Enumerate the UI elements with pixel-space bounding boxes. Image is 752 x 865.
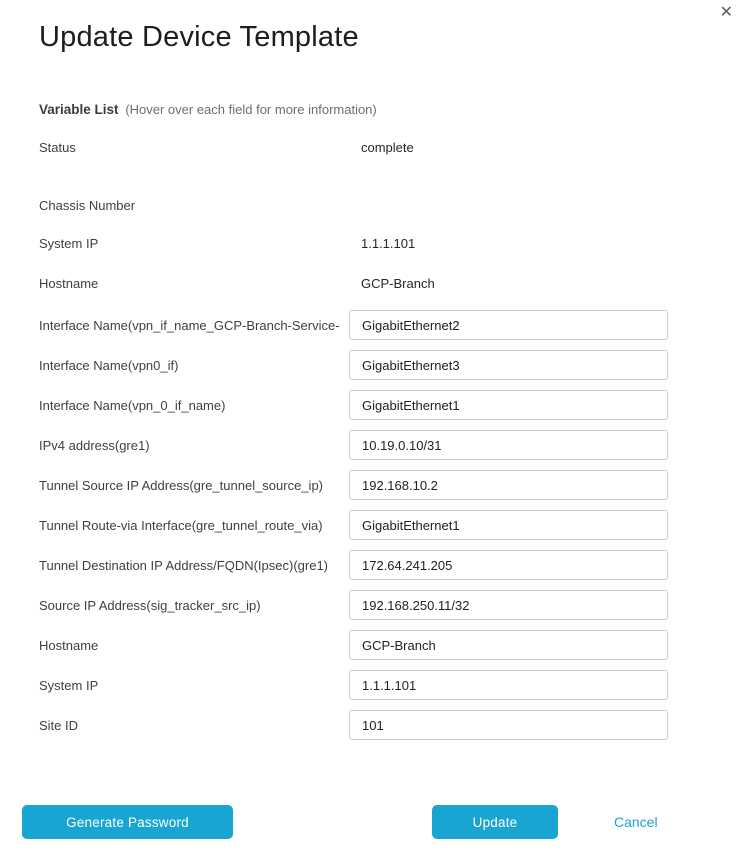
- variable-value: [349, 510, 668, 540]
- row-interface-name-vpn0-if: [0, 350, 752, 380]
- hostname-input[interactable]: [349, 630, 668, 660]
- site-id-input[interactable]: [349, 710, 668, 740]
- variable-label: IPv4 address(gre1): [39, 437, 150, 453]
- variable-value: [349, 550, 668, 580]
- variable-value: [349, 390, 668, 420]
- variable-label: Hostname: [39, 637, 99, 653]
- variable-value: [349, 430, 668, 460]
- dialog-title: Update Device Template: [39, 21, 359, 53]
- variable-label: Interface Name(vpn_0_if_name): [39, 397, 226, 413]
- variable-value: [349, 350, 668, 380]
- interface-name-service-input[interactable]: [349, 310, 668, 340]
- variable-value: 1.1.1.101: [361, 235, 416, 251]
- row-ipv4-address-gre1: [0, 430, 752, 460]
- variable-label: Tunnel Destination IP Address/FQDN(Ipsec)(gre1): [39, 557, 329, 573]
- variable-value: [349, 670, 668, 700]
- variable-label: Site ID: [39, 717, 79, 733]
- close-icon[interactable]: ✕: [719, 4, 733, 21]
- variable-label: System IP: [39, 235, 99, 251]
- generate-password-button[interactable]: Generate Password: [22, 805, 233, 839]
- variable-value: complete: [361, 139, 414, 155]
- variable-value: [349, 590, 668, 620]
- row-status: [0, 136, 752, 158]
- variable-rows: [0, 136, 752, 740]
- system-ip-input[interactable]: [349, 670, 668, 700]
- variable-value: [349, 470, 668, 500]
- variable-value: [349, 710, 668, 740]
- ipv4-address-gre1-input[interactable]: [349, 430, 668, 460]
- row-tunnel-source-ip: [0, 470, 752, 500]
- row-tunnel-destination-ip: [0, 550, 752, 580]
- variable-label: Chassis Number: [39, 197, 136, 213]
- variable-list-label: Variable List: [39, 102, 119, 117]
- row-system-ip: [0, 232, 752, 254]
- tunnel-destination-ip-input[interactable]: [349, 550, 668, 580]
- row-tunnel-route-via: [0, 510, 752, 540]
- tunnel-route-via-input[interactable]: [349, 510, 668, 540]
- variable-value: [349, 630, 668, 660]
- row-hostname: [0, 272, 752, 294]
- variable-label: Interface Name(vpn_if_name_GCP-Branch-Service-: [39, 317, 340, 333]
- variable-value: GCP-Branch: [361, 275, 435, 291]
- variable-label: Status: [39, 139, 76, 155]
- variable-input-rows: [0, 310, 752, 740]
- variable-label: System IP: [39, 677, 99, 693]
- variable-label: Tunnel Route-via Interface(gre_tunnel_route_via): [39, 517, 323, 533]
- variable-label: Source IP Address(sig_tracker_src_ip): [39, 597, 261, 613]
- row-site-id: [0, 710, 752, 740]
- tunnel-source-ip-input[interactable]: [349, 470, 668, 500]
- variable-list-hint: (Hover over each field for more information): [125, 102, 377, 117]
- row-hostname-input: [0, 630, 752, 660]
- variable-value: [349, 310, 668, 340]
- source-ip-sig-tracker-input[interactable]: [349, 590, 668, 620]
- row-system-ip-input: [0, 670, 752, 700]
- row-source-ip-sig-tracker: [0, 590, 752, 620]
- update-button[interactable]: Update: [432, 805, 558, 839]
- dialog-footer: [0, 805, 752, 839]
- row-chassis-number: [0, 194, 752, 216]
- row-interface-name-service: [0, 310, 752, 340]
- cancel-button[interactable]: Cancel: [614, 814, 658, 830]
- row-interface-name-vpn-0-if-name: [0, 390, 752, 420]
- variable-label: Interface Name(vpn0_if): [39, 357, 179, 373]
- variable-label: Tunnel Source IP Address(gre_tunnel_source_ip): [39, 477, 324, 493]
- variable-label: Hostname: [39, 275, 99, 291]
- interface-name-vpn-0-if-name-input[interactable]: [349, 390, 668, 420]
- variable-list-section-heading: [39, 102, 752, 118]
- interface-name-vpn0-if-input[interactable]: [349, 350, 668, 380]
